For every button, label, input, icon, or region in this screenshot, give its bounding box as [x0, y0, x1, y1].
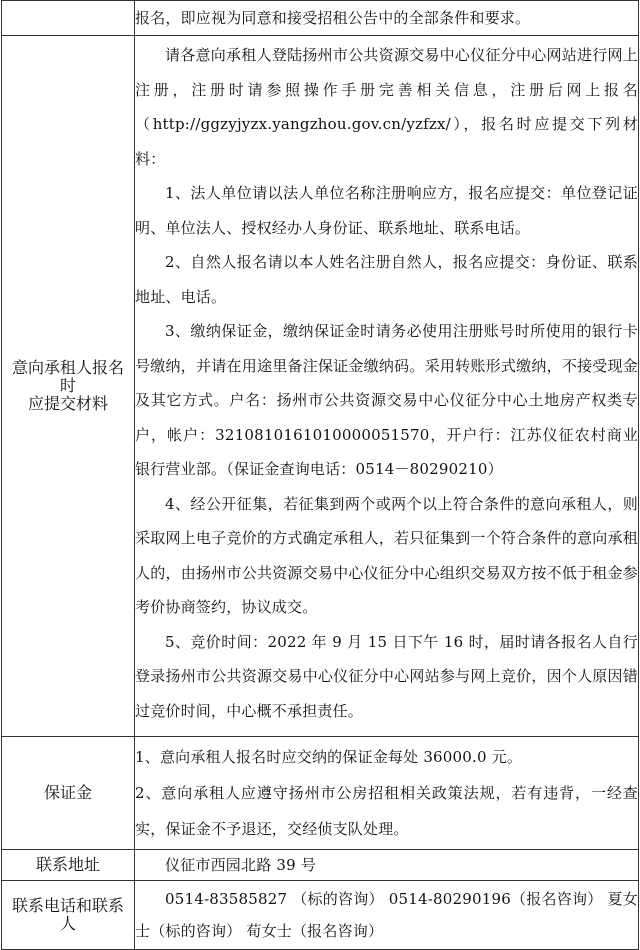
deposit-content [135, 737, 639, 850]
materials-paragraph-5: 5、竞价时间：2022 年 9 月 15 日下午 16 时，届时请各报名人自行登录扬州市公共资源交易中心仪征分中心网站参与网上竞价，因个人原因错过竞价时间，中心概不承担责任。 [135, 632, 638, 720]
deposit-label: 保证金 [2, 737, 135, 850]
table-row-continuation [2, 1, 639, 36]
table-row-contact [2, 881, 639, 950]
address-label: 联系地址 [2, 850, 135, 881]
materials-paragraph-2: 2、自然人报名请以本人姓名注册自然人，报名应提交：身份证、联系地址、电话。 [135, 253, 638, 306]
materials-label-line3: 应提交材料 [27, 394, 108, 413]
empty-label-cell [2, 1, 135, 36]
table-row-address [2, 850, 639, 881]
continuation-cell [135, 1, 639, 36]
table-row-materials [2, 36, 639, 737]
address-value: 仪征市西园北路 39 号 [165, 856, 317, 874]
materials-label-line1: 意向承租人报名 [11, 358, 124, 377]
materials-paragraph-4: 4、经公开征集，若征集到两个或两个以上符合条件的意向承租人，则采取网上电子竞价的方式确定承租人，若只征集到一个符合条件的意向承租人的，由扬州市公共资源交易中心仪征分中心组织交易双方按不低于租金参考价协商签约，协议成交。 [135, 494, 638, 616]
contact-label-line2: 人 [59, 914, 76, 933]
contact-content [135, 881, 639, 950]
materials-paragraph-3: 3、缴纳保证金，缴纳保证金时请务必使用注册账号时所使用的银行卡号缴纳，并请在用途里备注保证金缴纳码。采用转账形式缴纳，不接受现金及其它方式。户名：扬州市公共资源交易中心仪征分中心土地房产权类专户，帐户：3210810161010000051570，开户行：江苏仪征农村商业银行营业部。（保证金查询电话：0514－80290210） [135, 322, 638, 478]
materials-label-line2: 时 [59, 376, 76, 395]
notice-table [1, 0, 639, 950]
contact-label-line1: 联系电话和联系 [11, 896, 124, 915]
deposit-paragraph-2: 2、意向承租人应遵守扬州市公房招租相关政策法规，若有违背，一经查实，保证金不予退还，交经侦支队处理。 [135, 784, 638, 838]
materials-content [135, 36, 639, 737]
contact-label [2, 881, 135, 950]
deposit-paragraph-1: 1、意向承租人报名时应交纳的保证金每处 36000.0 元。 [135, 748, 523, 766]
materials-paragraph-1: 1、法人单位请以法人单位名称注册响应方，报名应提交：单位登记证明、单位法人、授权经办人身份证、联系地址、联系电话。 [135, 184, 638, 237]
continuation-text: 报名，即应视为同意和接受招租公告中的全部条件和要求。 [135, 9, 531, 27]
contact-value: 0514-83585827 （标的咨询） 0514-80290196（报名咨询） 夏女士（标的咨询） 荀女士（报名咨询） [135, 890, 638, 940]
materials-label [2, 36, 135, 737]
address-content [135, 850, 639, 881]
materials-paragraph-intro: 请各意向承租人登陆扬州市公共资源交易中心仪征分中心网站进行网上注册，注册时请参照操作手册完善相关信息，注册后网上报名（http://ggzyjyzx.yangzhou.gov.cn/yzfzx/），报名时应提交下列材料： [135, 46, 638, 168]
table-row-deposit [2, 737, 639, 850]
